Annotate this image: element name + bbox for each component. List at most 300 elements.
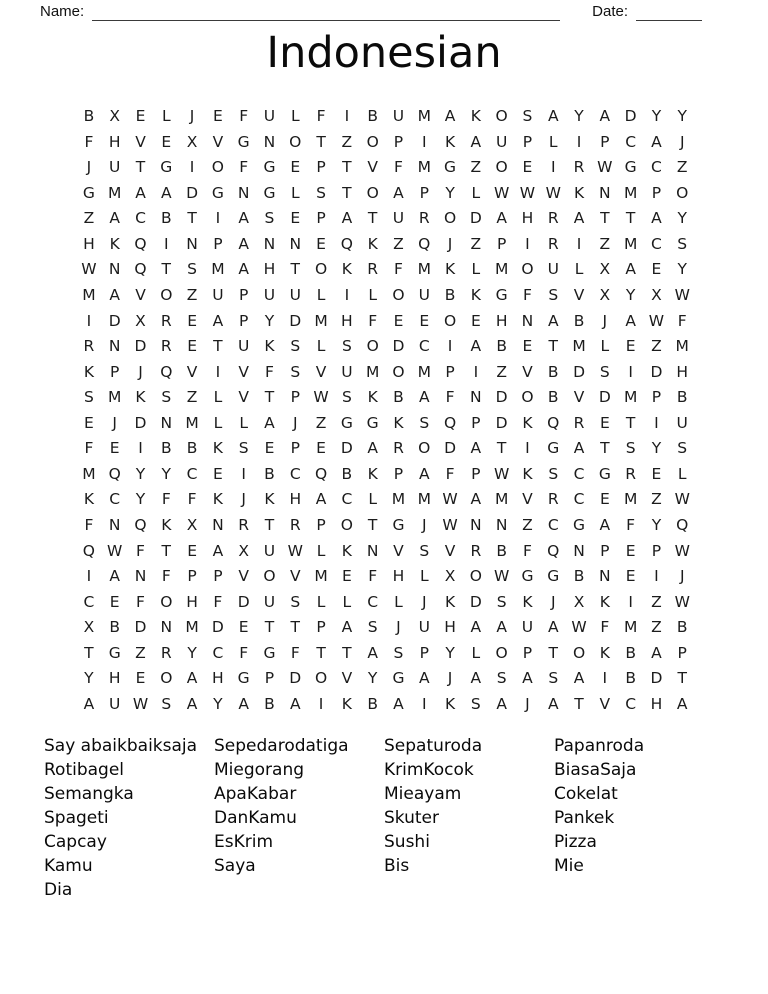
grid-letter: S xyxy=(470,694,481,713)
grid-letter: J xyxy=(421,592,427,611)
grid-letter: F xyxy=(84,516,94,534)
grid-letter: P xyxy=(471,464,481,483)
grid-letter: D xyxy=(134,618,147,637)
grid-letter: U xyxy=(109,158,121,177)
grid-letter: V xyxy=(238,388,249,407)
grid-letter: I xyxy=(576,234,582,253)
grid-letter: F xyxy=(213,592,223,611)
grid-letter: L xyxy=(471,260,481,279)
grid-letter: D xyxy=(573,362,585,381)
grid-letter: S xyxy=(341,337,352,356)
grid-letter: E xyxy=(238,618,249,637)
grid-row xyxy=(76,513,695,539)
grid-letter: U xyxy=(289,285,301,304)
grid-letter: R xyxy=(367,260,379,279)
grid-letter: Q xyxy=(134,260,147,279)
grid-letter: K xyxy=(264,490,275,509)
grid-letter: W xyxy=(132,694,149,713)
grid-letter: D xyxy=(392,337,405,356)
grid-letter: B xyxy=(676,388,688,407)
grid-letter: Z xyxy=(341,132,353,151)
grid-letter: P xyxy=(316,516,326,534)
grid-letter: H xyxy=(676,362,689,381)
grid-letter: O xyxy=(289,132,302,151)
grid-letter: A xyxy=(238,260,249,279)
grid-letter: E xyxy=(187,337,197,356)
grid-letter: L xyxy=(471,183,481,202)
grid-letter: Q xyxy=(160,362,173,381)
grid-letter: V xyxy=(367,158,378,177)
grid-letter: P xyxy=(316,209,326,228)
grid-letter: W xyxy=(442,490,458,509)
grid-letter: E xyxy=(290,209,301,228)
grid-letter: A xyxy=(496,209,507,228)
grid-letter: O xyxy=(469,567,482,586)
grid-letter: T xyxy=(574,694,584,713)
grid-letter: C xyxy=(573,464,585,483)
grid-letter: F xyxy=(626,516,636,534)
grid-letter: W xyxy=(571,618,587,637)
grid-letter: P xyxy=(445,362,455,381)
grid-row xyxy=(76,257,695,283)
grid-letter: T xyxy=(316,132,326,151)
grid-letter: N xyxy=(573,541,585,560)
word-item: Rotibagel xyxy=(44,760,125,780)
grid-letter: I xyxy=(447,337,453,356)
word-list-column xyxy=(214,734,384,902)
grid-letter: O xyxy=(418,439,431,458)
grid-letter: E xyxy=(393,311,404,330)
grid-letter: G xyxy=(211,183,224,202)
grid-letter: V xyxy=(599,694,611,713)
grid-letter: Q xyxy=(547,413,560,432)
grid-letter: S xyxy=(161,694,172,713)
grid-letter: J xyxy=(292,413,298,432)
grid-letter: P xyxy=(316,158,326,177)
grid-letter: K xyxy=(522,592,533,611)
grid-letter: A xyxy=(393,694,404,713)
grid-letter: M xyxy=(417,158,431,177)
grid-letter: V xyxy=(393,541,404,560)
grid-letter: T xyxy=(264,516,275,534)
word-item: DanKamu xyxy=(214,808,297,828)
grid-letter: D xyxy=(469,209,482,228)
grid-letter: L xyxy=(419,567,429,586)
grid-letter: H xyxy=(392,567,405,586)
grid-letter: D xyxy=(289,311,302,330)
grid-letter: I xyxy=(576,132,582,151)
grid-letter: A xyxy=(186,669,198,688)
grid-letter: K xyxy=(341,694,352,713)
word-list-column xyxy=(44,734,214,902)
name-line xyxy=(92,4,560,21)
grid-letter: Z xyxy=(651,592,662,611)
grid-letter: P xyxy=(677,643,687,662)
grid-letter: E xyxy=(187,541,197,560)
grid-row xyxy=(76,641,695,667)
grid-letter: A xyxy=(367,643,378,662)
grid-letter: Y xyxy=(84,669,94,688)
grid-letter: H xyxy=(444,618,456,637)
grid-letter: S xyxy=(316,183,326,202)
grid-letter: E xyxy=(625,337,636,356)
grid-letter: W xyxy=(287,541,303,560)
grid-letter: N xyxy=(237,183,250,202)
word-item: Sepaturoda xyxy=(384,736,483,756)
grid-letter: G xyxy=(237,669,250,688)
grid-letter: U xyxy=(263,541,276,560)
grid-letter: S xyxy=(522,107,533,125)
grid-letter: G xyxy=(340,413,353,432)
grid-letter: E xyxy=(341,567,352,586)
word-item: Mie xyxy=(554,856,584,876)
grid-letter: Z xyxy=(315,413,327,432)
grid-letter: E xyxy=(109,439,120,458)
grid-letter: Y xyxy=(445,643,455,662)
grid-letter: K xyxy=(444,694,456,713)
grid-letter: A xyxy=(264,413,275,432)
grid-letter: L xyxy=(471,643,481,662)
grid-letter: O xyxy=(160,592,173,611)
grid-letter: L xyxy=(677,464,687,483)
grid-letter: H xyxy=(521,209,534,228)
grid-letter: O xyxy=(521,388,534,407)
grid-letter: L xyxy=(239,413,248,432)
grid-letter: Z xyxy=(186,388,198,407)
grid-letter: R xyxy=(573,413,585,432)
grid-letter: X xyxy=(186,132,198,151)
grid-letter: U xyxy=(676,413,688,432)
grid-letter: S xyxy=(264,209,275,228)
grid-letter: Y xyxy=(213,694,223,713)
grid-letter: M xyxy=(211,260,225,279)
grid-letter: K xyxy=(135,388,146,407)
grid-letter: W xyxy=(442,516,458,534)
grid-letter: R xyxy=(547,209,559,228)
grid-letter: Q xyxy=(134,516,147,534)
grid-letter: A xyxy=(341,618,353,637)
grid-row xyxy=(76,360,695,386)
grid-letter: G xyxy=(444,158,457,177)
grid-letter: Y xyxy=(264,311,275,330)
word-item: Pankek xyxy=(554,808,615,828)
grid-letter: B xyxy=(496,337,507,356)
grid-letter: P xyxy=(651,541,662,560)
grid-letter: V xyxy=(341,669,353,688)
grid-letter: V xyxy=(573,388,585,407)
grid-letter: C xyxy=(367,592,379,611)
grid-letter: C xyxy=(625,694,637,713)
grid-letter: M xyxy=(417,260,431,279)
grid-letter: Q xyxy=(134,234,147,253)
grid-letter: A xyxy=(625,311,636,330)
grid-letter: E xyxy=(625,567,636,586)
grid-letter: U xyxy=(418,285,430,304)
grid-letter: Y xyxy=(135,490,146,509)
grid-letter: Q xyxy=(676,516,689,534)
grid-letter: V xyxy=(135,285,146,304)
grid-letter: F xyxy=(522,541,532,560)
grid-letter: C xyxy=(83,592,95,611)
grid-letter: K xyxy=(367,234,378,253)
grid-letter: F xyxy=(600,618,610,637)
grid-letter: S xyxy=(419,413,430,432)
word-item: Skuter xyxy=(384,808,440,828)
grid-letter: B xyxy=(676,618,688,637)
grid-letter: F xyxy=(677,311,687,330)
grid-letter: P xyxy=(651,183,662,202)
grid-letter: I xyxy=(241,464,246,483)
grid-row xyxy=(76,590,695,616)
grid-letter: L xyxy=(161,107,171,125)
grid-letter: R xyxy=(470,541,482,560)
grid-letter: J xyxy=(447,669,453,688)
word-item: Saya xyxy=(214,856,256,876)
grid-letter: O xyxy=(340,516,353,534)
grid-letter: A xyxy=(547,694,559,713)
grid-row xyxy=(76,130,695,156)
grid-letter: V xyxy=(315,362,327,381)
grid-letter: L xyxy=(213,388,223,407)
grid-letter: S xyxy=(290,337,301,356)
grid-letter: C xyxy=(341,490,353,509)
grid-letter: C xyxy=(547,516,559,534)
grid-letter: P xyxy=(419,643,429,662)
grid-letter: Q xyxy=(108,464,121,483)
grid-letter: O xyxy=(366,132,379,151)
grid-letter: A xyxy=(651,132,662,151)
grid-letter: A xyxy=(547,311,559,330)
word-item: Capcay xyxy=(44,832,107,852)
grid-letter: O xyxy=(443,209,457,228)
grid-letter: L xyxy=(290,183,300,202)
grid-letter: M xyxy=(623,234,638,253)
grid-letter: N xyxy=(263,234,276,253)
grid-letter: E xyxy=(651,260,662,279)
grid-letter: E xyxy=(522,337,533,356)
grid-letter: D xyxy=(186,183,199,202)
grid-letter: F xyxy=(136,592,145,611)
grid-letter: A xyxy=(547,107,559,125)
grid-letter: U xyxy=(109,694,121,713)
grid-letter: G xyxy=(366,413,379,432)
grid-letter: B xyxy=(264,464,275,483)
grid-letter: O xyxy=(314,669,328,688)
grid-letter: F xyxy=(161,490,171,509)
grid-letter: M xyxy=(623,618,638,637)
grid-letter: M xyxy=(417,107,431,125)
grid-letter: K xyxy=(393,413,404,432)
grid-letter: O xyxy=(495,158,508,177)
grid-letter: L xyxy=(290,107,300,125)
grid-letter: E xyxy=(316,234,326,253)
grid-letter: Z xyxy=(470,158,482,177)
grid-letter: F xyxy=(394,158,403,177)
grid-letter: V xyxy=(238,362,249,381)
grid-letter: A xyxy=(315,490,327,509)
grid-letter: D xyxy=(650,669,663,688)
grid-letter: Y xyxy=(574,107,584,125)
grid-letter: C xyxy=(109,490,121,509)
grid-letter: S xyxy=(83,388,94,407)
grid-letter: T xyxy=(316,643,326,662)
grid-letter: D xyxy=(495,413,508,432)
grid-letter: U xyxy=(238,337,250,356)
grid-letter: H xyxy=(289,490,302,509)
grid-letter: P xyxy=(239,285,249,304)
grid-letter: P xyxy=(316,618,326,637)
grid-letter: R xyxy=(289,516,301,534)
grid-letter: S xyxy=(496,592,507,611)
grid-letter: C xyxy=(418,337,430,356)
grid-letter: L xyxy=(548,132,558,151)
grid-row xyxy=(76,181,695,207)
grid-letter: A xyxy=(470,618,482,637)
grid-letter: E xyxy=(109,592,120,611)
grid-letter: F xyxy=(187,490,197,509)
grid-letter: Q xyxy=(547,541,560,560)
grid-letter: R xyxy=(418,209,430,228)
grid-letter: C xyxy=(135,209,146,228)
grid-letter: C xyxy=(651,234,662,253)
grid-letter: R xyxy=(238,516,250,534)
grid-letter: J xyxy=(525,694,530,713)
grid-row xyxy=(76,436,695,462)
grid-letter: P xyxy=(290,388,300,407)
grid-letter: K xyxy=(341,541,352,560)
grid-letter: T xyxy=(367,209,378,228)
grid-letter: W xyxy=(313,388,329,407)
word-item: Semangka xyxy=(44,784,134,804)
grid-row xyxy=(76,692,695,718)
grid-letter: T xyxy=(161,541,172,560)
grid-letter: T xyxy=(367,516,378,534)
grid-row xyxy=(76,462,695,488)
grid-letter: K xyxy=(470,107,481,125)
grid-letter: J xyxy=(241,490,246,509)
grid-letter: U xyxy=(263,285,276,304)
grid-letter: P xyxy=(213,234,223,253)
grid-letter: A xyxy=(109,567,120,586)
grid-letter: H xyxy=(650,694,663,713)
word-item: BiasaSaja xyxy=(554,760,637,780)
grid-letter: N xyxy=(186,234,198,253)
grid-letter: I xyxy=(318,694,324,713)
grid-letter: T xyxy=(342,158,352,177)
grid-letter: F xyxy=(368,311,378,330)
grid-letter: H xyxy=(108,132,121,151)
word-item: Bis xyxy=(384,856,410,876)
grid-letter: L xyxy=(368,490,377,509)
grid-letter: S xyxy=(599,362,610,381)
grid-letter: K xyxy=(341,260,352,279)
grid-letter: L xyxy=(316,337,326,356)
word-list xyxy=(44,734,734,902)
word-item: Kamu xyxy=(44,856,93,876)
grid-row xyxy=(76,666,695,692)
grid-letter: Q xyxy=(418,234,431,253)
grid-letter: O xyxy=(366,337,379,356)
grid-letter: S xyxy=(187,260,197,279)
grid-letter: F xyxy=(84,439,94,458)
grid-letter: J xyxy=(679,132,685,151)
grid-letter: M xyxy=(623,183,638,202)
grid-letter: A xyxy=(109,209,120,228)
grid-letter: L xyxy=(342,592,352,611)
grid-letter: J xyxy=(86,158,92,177)
grid-letter: S xyxy=(238,439,249,458)
grid-letter: O xyxy=(263,567,276,586)
grid-letter: Z xyxy=(496,362,507,381)
grid-letter: E xyxy=(316,439,326,458)
grid-letter: Y xyxy=(135,464,146,483)
grid-letter: K xyxy=(444,592,456,611)
word-item: Sepedarodatiga xyxy=(214,736,349,756)
grid-letter: A xyxy=(470,490,482,509)
grid-letter: R xyxy=(83,337,95,356)
grid-letter: N xyxy=(134,567,147,586)
grid-letter: B xyxy=(367,694,378,713)
grid-letter: X xyxy=(573,592,585,611)
grid-letter: N xyxy=(289,234,302,253)
grid-letter: D xyxy=(444,439,457,458)
page-title: Indonesian xyxy=(266,28,502,78)
grid-letter: E xyxy=(212,107,223,125)
grid-letter: D xyxy=(650,362,663,381)
grid-row xyxy=(76,539,695,565)
grid-letter: J xyxy=(138,362,143,381)
grid-letter: E xyxy=(187,311,197,330)
grid-letter: L xyxy=(316,285,326,304)
grid-letter: I xyxy=(550,158,556,177)
grid-letter: H xyxy=(263,260,276,279)
grid-letter: B xyxy=(573,311,585,330)
grid-letter: N xyxy=(108,337,121,356)
grid-letter: A xyxy=(599,516,611,534)
grid-letter: I xyxy=(344,285,350,304)
grid-letter: U xyxy=(495,132,508,151)
grid-letter: J xyxy=(447,234,453,253)
grid-letter: M xyxy=(314,567,328,586)
grid-letter: R xyxy=(625,464,637,483)
grid-letter: S xyxy=(419,541,430,560)
grid-letter: U xyxy=(521,618,534,637)
grid-letter: J xyxy=(550,592,556,611)
grid-letter: A xyxy=(599,107,611,125)
grid-letter: W xyxy=(674,592,690,611)
grid-letter: V xyxy=(238,567,249,586)
grid-letter: M xyxy=(108,183,122,202)
grid-letter: O xyxy=(676,183,689,202)
grid-letter: T xyxy=(161,260,172,279)
grid-letter: O xyxy=(211,158,224,177)
grid-letter: T xyxy=(342,183,352,202)
grid-letter: I xyxy=(421,694,427,713)
grid-letter: T xyxy=(548,337,558,356)
grid-letter: A xyxy=(573,209,585,228)
grid-letter: L xyxy=(574,260,584,279)
grid-letter: W xyxy=(493,183,510,202)
grid-letter: V xyxy=(289,567,301,586)
grid-letter: B xyxy=(186,439,198,458)
grid-letter: D xyxy=(289,669,302,688)
grid-letter: D xyxy=(340,439,353,458)
grid-letter: D xyxy=(237,592,250,611)
grid-letter: Z xyxy=(599,234,611,253)
word-item: Mieayam xyxy=(384,784,462,804)
grid-letter: B xyxy=(547,388,559,407)
word-item: EsKrim xyxy=(214,832,274,852)
